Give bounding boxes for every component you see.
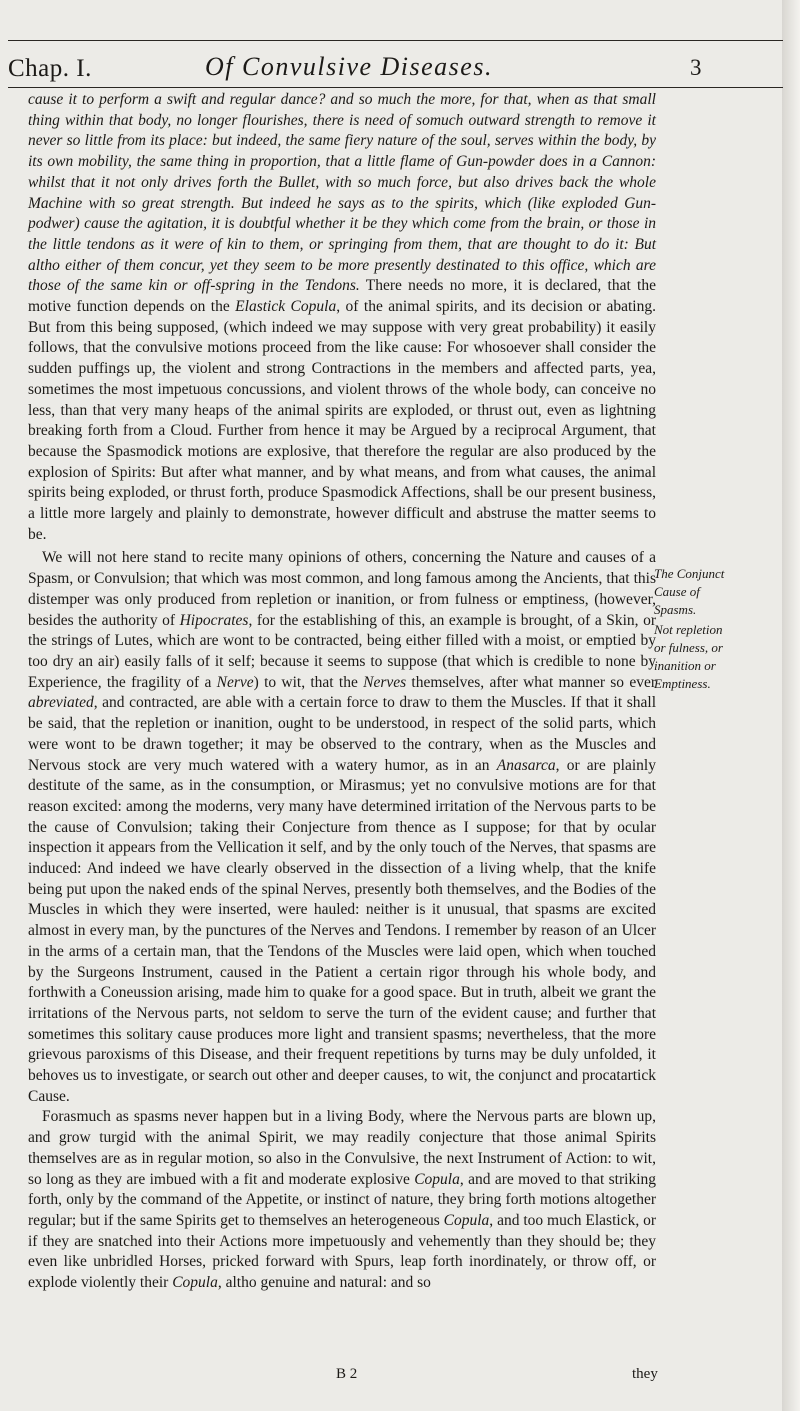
italic-term: Nerve <box>216 673 254 691</box>
italic-term: Copula <box>414 1170 460 1188</box>
text-run: themselves, after what manner so ever <box>406 673 657 691</box>
running-head-chapter: Chap. I. <box>8 55 92 82</box>
top-rule <box>8 40 783 41</box>
paragraph-3 <box>28 1107 656 1293</box>
text-run: ) to wit, that the <box>253 673 364 691</box>
margin-note-not-repletion: Not repletion or fulness, or inanition or Emptiness. <box>654 622 723 691</box>
text-run: , of the animal spirits, and its decision or abating. But from this being supposed, (which indeed we may suppose with very great probability) it easily follows, that the convulsive motions proceed from the like cause: For whosoever shall consider the sudden puffings up, the violent and strong Contractions in the members and affected parts, yea, sometimes the most impetuous concussions, and violent throws of the whole body, can conceive no less, than that very many heaps of the animal spirits are exploded, or thrust out, even as lightning breaking forth from a Cloud. Further from hence it may be Argued by a reciprocal Argument, that because the Spasmodick motions are explosive, that therefore the regular are also produced by the explosion of Spirits: But after what manner, and by what means, and from what causes, the animal spirits being exploded, or thrust forth, produce Spasmodick Affections, shall be our present business, a little more largely and plainly to demonstrate, however difficult and abstruse the matter seems to be. <box>28 298 656 543</box>
margin-notes <box>654 565 774 693</box>
main-text-column <box>28 90 656 1294</box>
text-run: , and too much Elastick, or if they are snatched into their Actions more impetuously and vehemently than they should be; they even like unbridled Horses, pricked forward with Spurs, leap forth inordinately, or throw off, or explode violently their <box>28 1211 657 1292</box>
italic-term: Anasarca <box>496 756 556 774</box>
text-run: , and are moved to that striking forth, only by the command of the Appetite, or instinct of nature, they bring forth motions altogether regular; but if the same Spirits get to themselves an heterogeneous <box>28 1170 656 1229</box>
text-run: Forasmuch as spasms never happen but in a living Body, where the Nervous parts are blown up, and grow turgid with the animal Spirit, we may readily conjecture that those animal Spirits themselves are as in regular motion, so also in the Convulsive, the next Instrument of Action: to wit, so long as they are imbued with a fit and moderate explosive <box>28 1108 656 1188</box>
paragraph-1 <box>28 90 656 545</box>
italic-term: Copula <box>443 1211 490 1229</box>
text-run: , or are plainly destitute of the same, as in the consumption, or Mirasmus; yet no convulsive motions are for that reason excited: among the moderns, very many have determined irritation of the Nervous parts to be the cause of Convulsion; taking their Conjecture from thence as I suppose; for that by ocular inspection it appears from the Vellication it self, and by the only touch of the Nerves, that spasms are induced: And indeed we have clearly observed in the dissection of a living whelp, that the knife being put upon the naked ends of the spinal Nerves, presently both themselves, and the Bodies of the Muscles in which they were inserted, were hauled: neither is it unusual, that spasms are excited almost in every man, by the punctures of the Nerves and Tendons. I remember by reason of an Ulcer in the arms of a certain man, that the Tendons of the Muscles were laid open, which when touched by the Surgeons Instrument, caused in the Patient a certain rigor through his whole body, and forthwith a Coneussion arising, made him to quake for a good space. But in truth, albeit we grant the irritations of the Nervous parts, not seldom to serve the turn of the evident cause; and further that sometimes this solitary cause produces more light and transient spasms; nevertheless, that the more grievous paroxisms of this Disease, and their frequent repetitions by turns may be duly unfolded, it behoves us to investigate, or search out other and deeper causes, to wit, the conjunct and procatartick Cause. <box>28 756 656 1105</box>
text-run: , altho genuine and natural: and so <box>217 1274 431 1292</box>
italic-term: Nerves <box>363 673 407 691</box>
running-head-title: Of Convulsive Diseases. <box>205 52 493 81</box>
italic-quotation: cause it to perform a swift and regular dance? and so much the more, for that, when as that small thing within that body, no longer flourishes, there is need of somuch outward strength to remove it never so little from its place: but indeed, the same fiery nature of the soul, serves within the body, by its own mobility, the same thing in proportion, that a little flame of Gun-powder does in a Cannon: whilst that it not only drives forth the Bullet, with so much force, but also drives back the whole Machine with so great strength. But indeed he says as to the spirits, which (like exploded Gun-podwer) cause the agitation, it is doubtful whether it be they which come from the brain, or those in the little tendons as it were of kin to them, or springing from them, that are thought to do it: But altho either of them concur, yet they seem to be more presently destinated to this office, which are those of the same kin or off-spring in the Tendons. <box>28 91 656 295</box>
header-rule <box>8 87 783 88</box>
italic-term: Elastick Copula <box>235 298 337 316</box>
italic-term: Copula <box>172 1274 218 1292</box>
margin-note-conjunct-cause: The Conjunct Cause of Spasms. <box>654 566 725 617</box>
text-run: , and contracted, are able with a certain force to draw to them the Muscles. If that it shall be said, that the repletion or inanition, ought to be understood, in respect of the solid parts, which were wont to be drawn together; it may be observed to the contrary, when as the Muscles and Nervous stock are very much watered with a watery humor, as in an <box>28 694 656 774</box>
italic-term: abreviated <box>28 694 94 712</box>
text-run: , for the establishing of this, an example is brought, of a Skin, or the strings of Lutes, which are wont to be contracted, being either filled with a moist, or emptied by too dry an air) easily falls of it self; because it seems to suppose (that which is credible to none by Experience, the fragility of a <box>28 611 656 691</box>
page-edge-shadow <box>782 0 800 1411</box>
signature-mark: B 2 <box>336 1366 358 1382</box>
text-run: There needs no more, it is declared, that the motive function depends on the <box>28 277 656 316</box>
paragraph-2 <box>28 548 656 1107</box>
page-number: 3 <box>690 55 702 80</box>
italic-term: Hipocrates <box>179 611 249 629</box>
text-run: We will not here stand to recite many opinions of others, concerning the Nature and causes of a Spasm, or Convulsion; that which was most common, and long famous among the Ancients, that this distemper was only produced from repletion or inanition, or from fulness or emptiness, (however, besides the authority of <box>28 549 656 629</box>
catchword: they <box>632 1366 658 1382</box>
